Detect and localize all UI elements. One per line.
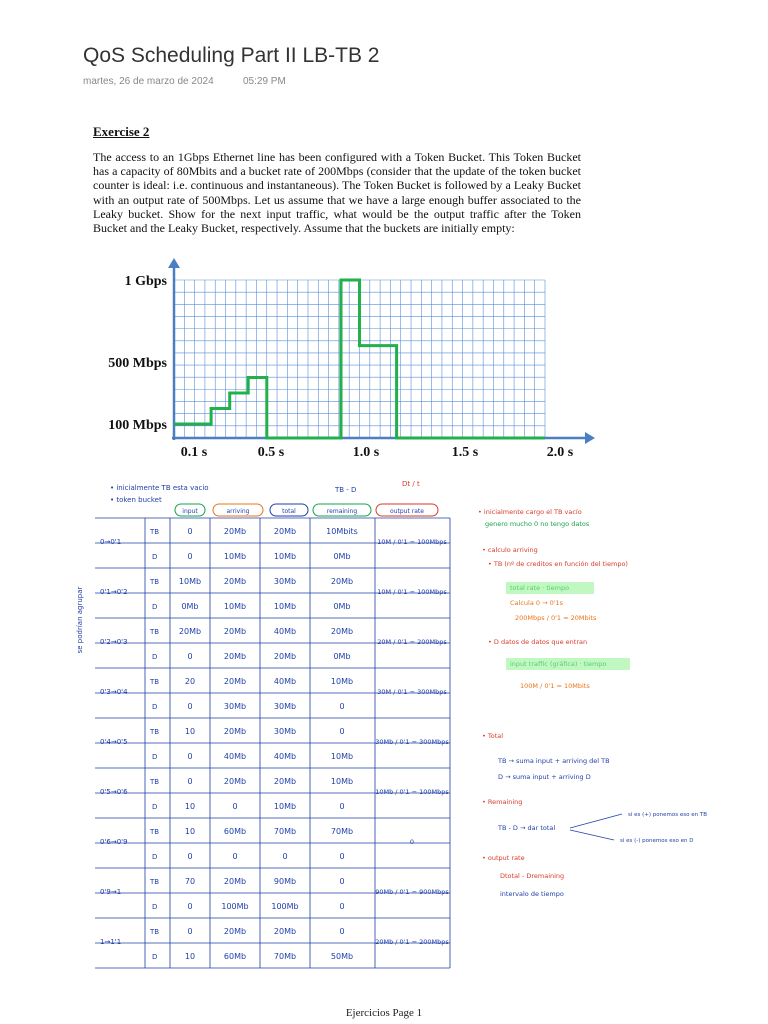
side-note: • output rate (482, 854, 525, 862)
input-traffic-chart (95, 258, 595, 468)
cell-value: 20Mb (273, 527, 297, 536)
cell-value: 30Mb (273, 702, 297, 711)
highlight (506, 582, 594, 594)
cell-value: 0 (339, 802, 345, 811)
output-rate: 20Mb / 0'1 = 200Mbps (375, 938, 449, 946)
cell-value: 0 (339, 927, 345, 936)
cell-value: 10 (184, 802, 196, 811)
cell-value: 0 (187, 927, 193, 936)
cell-value: 40Mb (223, 752, 247, 761)
row-label-tb: TB (150, 928, 160, 936)
cell-value: 0 (187, 752, 193, 761)
side-note: si es (-) ponemos eso en D (620, 838, 694, 844)
cell-value: 90Mb (273, 877, 297, 886)
side-note: D → suma input + arriving D (498, 773, 591, 781)
side-note: TB - D → dar total (498, 824, 556, 832)
row-label-d: D (152, 953, 158, 961)
cell-value: 0 (339, 727, 345, 736)
cell-value: 30Mb (273, 727, 297, 736)
side-label: se podrían agrupar (76, 586, 84, 654)
cell-value: 30Mb (273, 577, 297, 586)
column-header: total (282, 508, 296, 515)
row-label-d: D (152, 603, 158, 611)
cell-value: 20Mb (273, 777, 297, 786)
side-note: • D datos de datos que entran (488, 638, 588, 646)
side-note: • TB (nº de creditos en función del tiempo) (488, 560, 628, 568)
row-label-d: D (152, 703, 158, 711)
cell-value: 20Mb (178, 627, 202, 636)
y-tick-label: 1 Gbps (124, 274, 167, 289)
interval-label: 1→1'1 (100, 938, 122, 946)
cell-value: 10 (184, 827, 196, 836)
cell-value: 0Mb (333, 602, 351, 611)
cell-value: 0 (339, 902, 345, 911)
cell-value: 10Mb (330, 752, 354, 761)
output-rate: 10M / 0'1 = 100Mbps (377, 538, 447, 546)
output-rate: 30Mb / 0'1 = 300Mbps (375, 738, 449, 746)
cell-value: 20Mb (223, 677, 247, 686)
row-label-tb: TB (150, 678, 160, 686)
row-label-d: D (152, 553, 158, 561)
cell-value: 10Mb (273, 602, 297, 611)
side-note: Dtotal - Dremaining (500, 872, 565, 880)
output-rate: 0 (409, 838, 415, 846)
cell-value: 70Mb (273, 952, 297, 961)
handwritten-notes (70, 470, 768, 990)
row-label-tb: TB (150, 728, 160, 736)
cell-value: 20Mb (223, 627, 247, 636)
cell-value: 0 (187, 902, 193, 911)
side-note: genero mucho 0 no tengo datos (485, 520, 590, 528)
cell-value: 20Mb (223, 727, 247, 736)
x-tick-label: 1.0 s (352, 445, 380, 460)
cell-value: 10Mbits (326, 527, 358, 536)
output-rate: 20M / 0'1 = 200Mbps (377, 638, 447, 646)
page-footer: Ejercicios Page 1 (345, 1007, 423, 1019)
cell-value: 0 (339, 877, 345, 886)
interval-label: 0'5→0'6 (100, 788, 128, 796)
cell-value: 20Mb (223, 927, 247, 936)
x-tick-label: 2.0 s (546, 445, 574, 460)
side-note: 100M / 0'1 = 10Mbits (520, 682, 590, 690)
side-note: Calcula 0 → 0'1s (510, 599, 564, 607)
x-tick-label: 1.5 s (451, 445, 479, 460)
cell-value: 60Mb (223, 827, 247, 836)
cell-value: 10Mb (330, 777, 354, 786)
cell-value: 0Mb (333, 652, 351, 661)
column-header: output rate (390, 508, 424, 515)
cell-value: 0 (339, 702, 345, 711)
x-axis-arrow (585, 432, 595, 444)
top-label: Dt / t (402, 480, 420, 488)
cell-value: 40Mb (273, 677, 297, 686)
cell-value: 0 (187, 702, 193, 711)
highlight (506, 658, 630, 670)
cell-value: 100Mb (221, 902, 249, 911)
cell-value: 0 (187, 552, 193, 561)
cell-value: 0 (232, 802, 238, 811)
cell-value: 0 (232, 852, 238, 861)
cell-value: 30Mb (223, 702, 247, 711)
cell-value: 20Mb (273, 927, 297, 936)
page-time: 05:29 PM (243, 76, 286, 87)
cell-value: 0 (187, 777, 193, 786)
row-label-tb: TB (150, 628, 160, 636)
cell-value: 10Mb (223, 602, 247, 611)
page-date: martes, 26 de marzo de 2024 (83, 76, 214, 87)
cell-value: 20 (184, 677, 196, 686)
column-header: arriving (226, 508, 250, 515)
row-label-tb: TB (150, 828, 160, 836)
cell-value: 50Mb (330, 952, 354, 961)
side-note: si es (+) ponemos eso en TB (628, 812, 707, 818)
note-arrow (570, 814, 622, 828)
side-note: TB → suma input + arriving del TB (498, 757, 610, 765)
cell-value: 20Mb (273, 652, 297, 661)
row-label-d: D (152, 653, 158, 661)
cell-value: 10Mb (273, 802, 297, 811)
note-arrow (570, 830, 614, 840)
column-header: remaining (326, 508, 358, 515)
exercise-heading: Exercise 2 (93, 124, 150, 139)
y-tick-label: 500 Mbps (108, 356, 167, 371)
x-tick-label: 0.1 s (180, 445, 208, 460)
interval-label: 0'6→0'9 (100, 838, 128, 846)
cell-value: 40Mb (273, 627, 297, 636)
cell-value: 70 (184, 877, 196, 886)
cell-value: 0 (339, 852, 345, 861)
row-label-tb: TB (150, 528, 160, 536)
row-label-d: D (152, 803, 158, 811)
side-note: 200Mbps / 0'1 = 20Mbits (515, 614, 597, 622)
cell-value: 10Mb (178, 577, 202, 586)
cell-value: 20Mb (223, 652, 247, 661)
cell-value: 10 (184, 952, 196, 961)
cell-value: 40Mb (273, 752, 297, 761)
cell-value: 0 (187, 652, 193, 661)
cell-value: 10Mb (330, 677, 354, 686)
cell-value: 70Mb (330, 827, 354, 836)
page-title: QoS Scheduling Part II LB-TB 2 (83, 44, 380, 67)
top-label: TB - D (335, 486, 357, 494)
interval-label: 0'1→0'2 (100, 588, 128, 596)
row-label-tb: TB (150, 778, 160, 786)
output-rate: 90Mb / 0'1 = 900Mbps (375, 888, 449, 896)
side-note: • Remaining (482, 798, 523, 806)
y-tick-label: 100 Mbps (108, 418, 167, 433)
header-note: • token bucket (110, 496, 162, 504)
cell-value: 0Mb (333, 552, 351, 561)
row-label-tb: TB (150, 578, 160, 586)
cell-value: 20Mb (223, 527, 247, 536)
cell-value: 0 (187, 852, 193, 861)
cell-value: 100Mb (271, 902, 299, 911)
header-note: • inicialmente TB esta vacio (110, 484, 209, 492)
side-note: intervalo de tiempo (500, 890, 564, 898)
cell-value: 0Mb (181, 602, 199, 611)
cell-value: 20Mb (330, 577, 354, 586)
row-label-tb: TB (150, 878, 160, 886)
x-tick-label: 0.5 s (257, 445, 285, 460)
interval-label: 0'9→1 (100, 888, 122, 896)
interval-label: 0'4→0'5 (100, 738, 128, 746)
row-label-d: D (152, 853, 158, 861)
output-rate: 30M / 0'1 = 300Mbps (377, 688, 447, 696)
row-label-d: D (152, 903, 158, 911)
cell-value: 10Mb (273, 552, 297, 561)
y-axis-arrow (168, 258, 180, 268)
interval-label: 0'2→0'3 (100, 638, 128, 646)
cell-value: 0 (187, 527, 193, 536)
cell-value: 10 (184, 727, 196, 736)
cell-value: 20Mb (330, 627, 354, 636)
row-label-d: D (152, 753, 158, 761)
cell-value: 60Mb (223, 952, 247, 961)
cell-value: 20Mb (223, 777, 247, 786)
column-header: input (182, 508, 198, 515)
exercise-text: The access to an 1Gbps Ethernet line has been configured with a Token Bucket. This Token Bucket has a capacity of 80Mbits and a bucket rate of 200Mbps (consider that the update of the token bucket counter is ideal: i.e. continuous and instantaneous). The Token Bucket is followed by a Leaky Bucket with an output rate of 500Mbps. Let us assume that we have a large enough buffer associated to the Leaky bucket. Show for the next input traffic, what would be the output traffic after the Token Bucket and the Leaky Bucket, respectively. Assume that the buckets are initially empty: (93, 150, 581, 236)
output-rate: 10M / 0'1 = 100Mbps (377, 588, 447, 596)
output-rate: 10Mb / 0'1 = 100Mbps (375, 788, 449, 796)
side-note: • Total (482, 732, 504, 740)
cell-value: 10Mb (223, 552, 247, 561)
cell-value: 20Mb (223, 877, 247, 886)
interval-label: 0'3→0'4 (100, 688, 128, 696)
side-note: • calculo arriving (482, 546, 538, 554)
interval-label: 0→0'1 (100, 538, 122, 546)
side-note: • inicialmente cargo el TB vacío (478, 508, 582, 516)
cell-value: 20Mb (223, 577, 247, 586)
cell-value: 70Mb (273, 827, 297, 836)
cell-value: 0 (282, 852, 288, 861)
